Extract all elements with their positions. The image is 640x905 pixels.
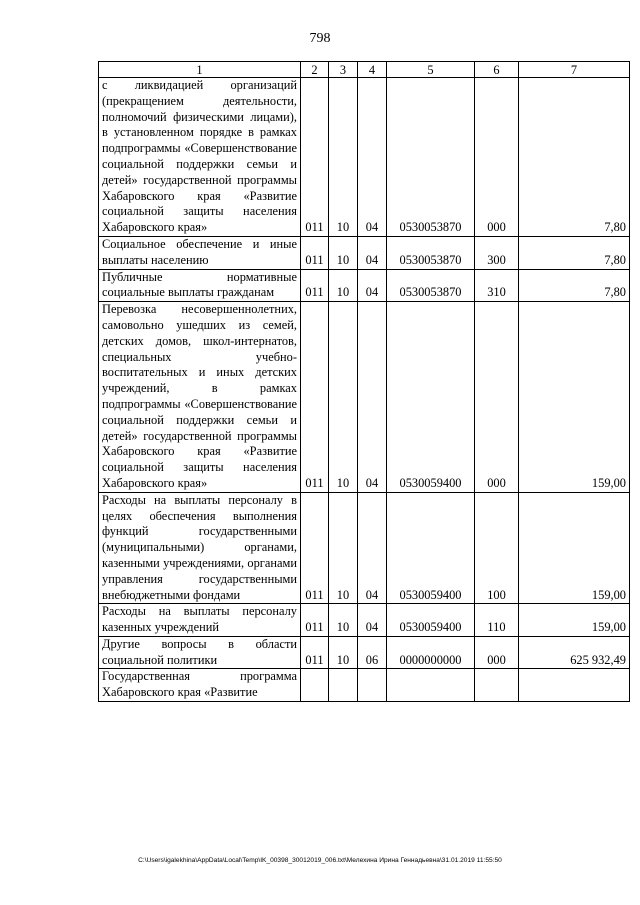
cell-expense-type: 100 [475,492,519,604]
cell-section: 10 [329,636,358,669]
row-name: Расходы на выплаты персоналу в целях обеспечения выполнения функций государственными (муниципальными) органами, казенными учреждениями, органами управления государственными внебюджетными фондами [99,492,301,604]
cell-target-article: 0530059400 [387,302,475,493]
row-name: с ликвидацией организаций (прекращением деятельности, полномочий физическими лицами), в установленном порядке в рамках подпрограммы «Совершенствование социальной поддержки семьи и детей» государственной программы Хабаровского края «Развитие социальной защиты населения Хабаровского края» [99,78,301,237]
cell-expense-type: 300 [475,236,519,269]
cell-amount: 7,80 [519,236,630,269]
row-name: Другие вопросы в области социальной политики [99,636,301,669]
cell-ministry-code: 011 [301,269,329,302]
cell-section: 10 [329,78,358,237]
table-row [99,269,630,302]
cell-target-article: 0530053870 [387,269,475,302]
cell-amount: 625 932,49 [519,636,630,669]
cell-expense-type: 000 [475,78,519,237]
column-header: 2 [301,62,329,78]
row-name: Социальное обеспечение и иные выплаты населению [99,236,301,269]
row-name: Публичные нормативные социальные выплаты гражданам [99,269,301,302]
cell-section: 10 [329,302,358,493]
cell-target-article: 0530053870 [387,236,475,269]
table-header-row [99,62,630,78]
cell-ministry-code: 011 [301,236,329,269]
cell-amount: 7,80 [519,78,630,237]
cell-target-article: 0530059400 [387,604,475,637]
cell-amount: 159,00 [519,492,630,604]
cell-subsection: 04 [358,604,387,637]
cell-amount: 7,80 [519,269,630,302]
cell-amount: 159,00 [519,302,630,493]
table-row [99,636,630,669]
cell-section: 10 [329,492,358,604]
column-header: 6 [475,62,519,78]
cell-expense-type: 310 [475,269,519,302]
cell-subsection: 04 [358,269,387,302]
column-header: 4 [358,62,387,78]
table-row [99,236,630,269]
page-number: 798 [309,31,331,46]
cell-expense-type: 000 [475,302,519,493]
cell-subsection: 04 [358,78,387,237]
cell-expense-type [475,669,519,702]
row-name: Перевозка несовершеннолетних, самовольно ушедших из семей, детских домов, школ-интернатов, специальных учебно-воспитательных и иных детских учреждений, в рамках подпрограммы «Совершенствование социальной поддержки семьи и детей» государственной программы Хабаровского края «Развитие социальной защиты населения Хабаровского края» [99,302,301,493]
cell-subsection: 04 [358,302,387,493]
cell-target-article: 0530059400 [387,492,475,604]
row-name: Расходы на выплаты персоналу казенных учреждений [99,604,301,637]
cell-expense-type: 000 [475,636,519,669]
cell-ministry-code: 011 [301,302,329,493]
cell-ministry-code: 011 [301,604,329,637]
cell-subsection: 04 [358,236,387,269]
cell-section: 10 [329,604,358,637]
cell-ministry-code: 011 [301,78,329,237]
table-row [99,604,630,637]
row-name: Государственная программа Хабаровского края «Развитие [99,669,301,702]
cell-target-article: 0530053870 [387,78,475,237]
table-row [99,302,630,493]
table-row [99,492,630,604]
cell-target-article [387,669,475,702]
cell-subsection: 04 [358,492,387,604]
cell-ministry-code [301,669,329,702]
cell-section [329,669,358,702]
column-header: 3 [329,62,358,78]
cell-section: 10 [329,269,358,302]
file-path-footer: C:\Users\igalekhina\AppData\Local\Temp\IK_00398_30012019_006.txt\Мелехина Ирина Геннадьевна\31.01.2019 11:55:50 [138,857,502,864]
column-header: 1 [99,62,301,78]
cell-ministry-code: 011 [301,492,329,604]
cell-section: 10 [329,236,358,269]
column-header: 5 [387,62,475,78]
cell-amount [519,669,630,702]
column-header: 7 [519,62,630,78]
cell-amount: 159,00 [519,604,630,637]
table-row [99,669,630,702]
cell-ministry-code: 011 [301,636,329,669]
budget-table [98,61,630,702]
cell-subsection: 06 [358,636,387,669]
cell-subsection [358,669,387,702]
cell-expense-type: 110 [475,604,519,637]
table-row [99,78,630,237]
cell-target-article: 0000000000 [387,636,475,669]
